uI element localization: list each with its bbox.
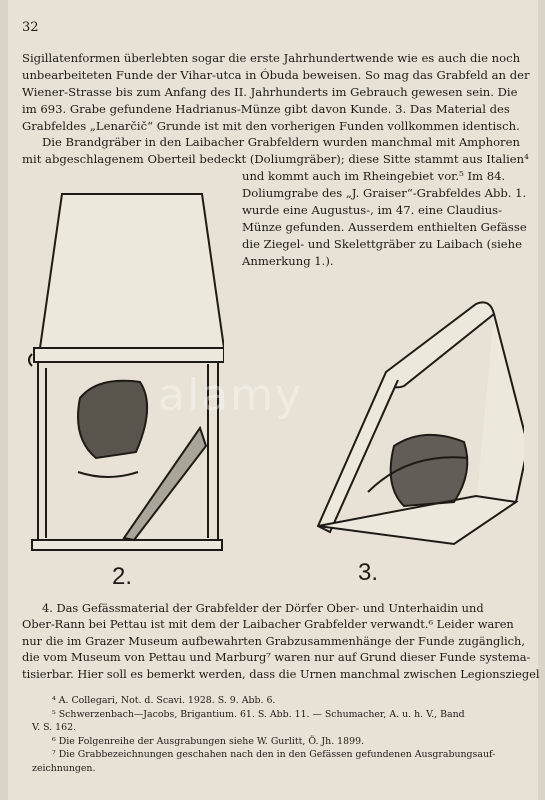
paragraph-3: [242, 168, 527, 269]
watermark: alamy: [158, 370, 304, 421]
text-line: und kommt auch im Rheingebiet vor.⁵ Im 84.: [242, 169, 506, 183]
footnote-5: ⁵ Schwerzenbach—Jacobs, Brigantium. 61. S. Abb. 11. — Schumacher, A. u. h. V., Band: [52, 708, 465, 720]
text-line: Sigillatenformen überlebten sogar die erste Jahrhundertwende wie es auch die noch: [22, 51, 521, 65]
text-line: tisierbar. Hier soll es bemerkt werden, dass die Urnen manchmal zwischen Legionsziegel: [22, 666, 540, 681]
text-line: die Ziegel- und Skelettgräber zu Laibach (siehe: [242, 236, 522, 251]
footnotes: [32, 694, 532, 775]
footnote-4: ⁴ A. Collegari, Not. d. Scavi. 1928. S. 9. Abb. 6.: [52, 695, 276, 706]
page-number: 32: [22, 20, 39, 35]
text-line: wurde eine Augustus-, im 47. eine Claudius-: [242, 202, 503, 217]
text-line: Münze gefunden. Ausserdem enthielten Gefässe: [242, 219, 527, 234]
text-line: Wiener-Strasse bis zum Anfang des II. Jahrhunderts im Gebrauch gewesen sein. Die: [22, 84, 518, 99]
text-line: unbearbeiteten Funde der Vihar-utca in Óbuda beweisen. So mag das Grabfeld an der: [22, 67, 530, 82]
text-line: die vom Museum von Pettau und Marburg⁷ waren nur auf Grund dieser Funde systema-: [22, 650, 531, 665]
text-line: Die Brandgräber in den Laibacher Grabfeldern wurden manchmal mit Amphoren: [42, 135, 520, 149]
text-line: Ober-Rann bei Pettau ist mit dem der Laibacher Grabfelder verwandt.⁶ Leider waren: [22, 617, 514, 632]
figure-3-drawing: [304, 296, 524, 586]
figure-2-label: 2.: [112, 563, 133, 588]
footnote-7-cont: zeichnungen.: [32, 762, 96, 774]
text-line: mit abgeschlagenem Oberteil bedeckt (Doliumgräber); diese Sitte stammt aus Italien⁴: [22, 151, 529, 166]
text-line: 4. Das Gefässmaterial der Grabfelder der Dörfer Ober- und Unterhaidin und: [42, 601, 484, 615]
paragraph-2: [22, 134, 529, 168]
footnote-7: ⁷ Die Grabbezeichnungen geschahen nach den in den Gefässen gefundenen Ausgrabungsauf-: [52, 749, 496, 760]
text-line: Grabfeldes „Lenarčič“ Grunde ist mit den vorherigen Funden vollkommen identisch.: [22, 118, 520, 133]
footnote-5-cont: V. S. 162.: [32, 722, 77, 733]
text-line: nur die im Grazer Museum aufbewahrten Grabzusammenhänge der Funde zugänglich,: [22, 633, 525, 648]
text-line: Doliumgrabe des „J. Graiser“-Grabfeldes Abb. 1.: [242, 185, 527, 200]
text-line: im 693. Grabe gefundene Hadrianus-Münze gibt davon Kunde. 3. Das Material des: [22, 101, 510, 116]
figure-3-label: 3.: [358, 559, 379, 586]
paragraph-1: [22, 50, 530, 135]
text-line: Anmerkung 1.).: [242, 253, 334, 268]
book-page: [8, 0, 538, 800]
paragraph-4: [22, 600, 540, 682]
footnote-6: ⁶ Die Folgenreihe der Ausgrabungen siehe W. Gurlitt, Ö. Jh. 1899.: [52, 735, 365, 747]
